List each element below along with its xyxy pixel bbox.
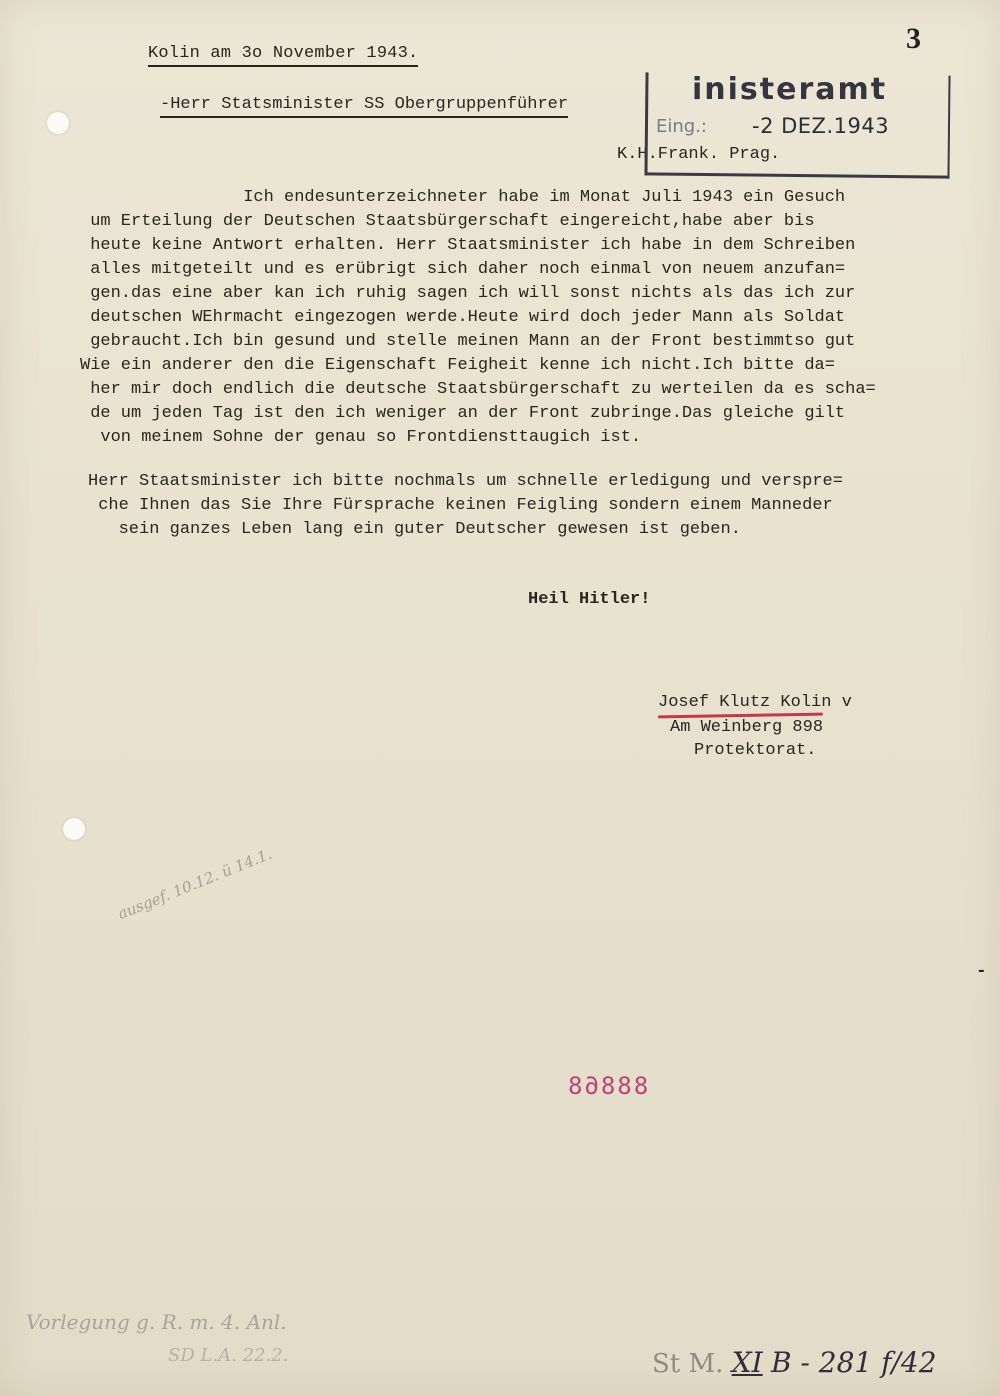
signature-address: Am Weinberg 898 (670, 718, 824, 737)
pencil-note-2: Vorlegung g. R. m. 4. Anl. (26, 1310, 287, 1334)
receipt-stamp-date: -2 DEZ.1943 (752, 114, 890, 138)
archive-signature (652, 1346, 937, 1379)
signature-name (658, 693, 852, 712)
archive-reference: B - 281 f/42 (770, 1346, 937, 1379)
red-number-stamp: 88868 (566, 1072, 649, 1100)
addressee-line-2: K.H.Frank. Prag. (617, 145, 781, 164)
letter-paragraph-1: Ich endesunterzeichneter habe im Monat Juli 1943 ein Gesuch um Erteilung der Deutschen Staatsbürgerschaft eingereicht,habe aber bis heute keine Antwort erhalten. Herr Staatsminister ich habe in dem Schreiben alles mitgeteilt und es erübrigt sich daher noch einmal von neuem anzufan= gen.das eine aber kan ich ruhig sagen ich will sonst nichts als das ich zur deutschen WEhrmacht eingezogen werde.Heute wird doch jeder Mann als Soldat gebraucht.Ich bin gesund und stelle meinen Mann an der Front bestimmtso gut Wie ein anderer den die Eigenschaft Feigheit kenne ich nicht.Ich bitte da= her mir doch endlich die deutsche Staatsbürgerschaft zu werteilen da es scha= de um jeden Tag ist den ich weniger an der Front zubringe.Das gleiche gilt von meinem Sohne der genau so Frontdiensttaugich ist. (80, 188, 876, 447)
signature-region: Protektorat. (694, 741, 817, 760)
punch-hole-bottom (63, 818, 85, 840)
addressee-line-1: -Herr Statsminister SS Obergruppenführer (160, 95, 568, 118)
archive-prefix: St M. (652, 1349, 724, 1379)
archive-volume: XI (731, 1346, 763, 1379)
page-number: 3 (906, 22, 921, 55)
receipt-stamp-ministry: inisteramt (692, 72, 888, 107)
edge-mark: - (978, 960, 985, 979)
pencil-note-3: SD L.A. 22.2. (168, 1345, 289, 1366)
punch-hole-top (47, 112, 69, 134)
closing-greeting: Heil Hitler! (528, 590, 651, 609)
pencil-note-1: ausgef. 10.12. ü 14.1. (115, 844, 275, 923)
receipt-stamp-label: Eing.: (656, 116, 707, 137)
letter-paragraph-2: Herr Staatsminister ich bitte nochmals um schnelle erledigung und verspre= che Ihnen das Sie Ihre Fürsprache keinen Feigling sondern einem Manneder sein ganzes Leben lang ein guter Deutscher gewesen ist geben. (88, 472, 843, 539)
dateline: Kolin am 3o November 1943. (148, 44, 418, 67)
signature-name-text: Josef Klutz Kolin v (658, 693, 852, 712)
